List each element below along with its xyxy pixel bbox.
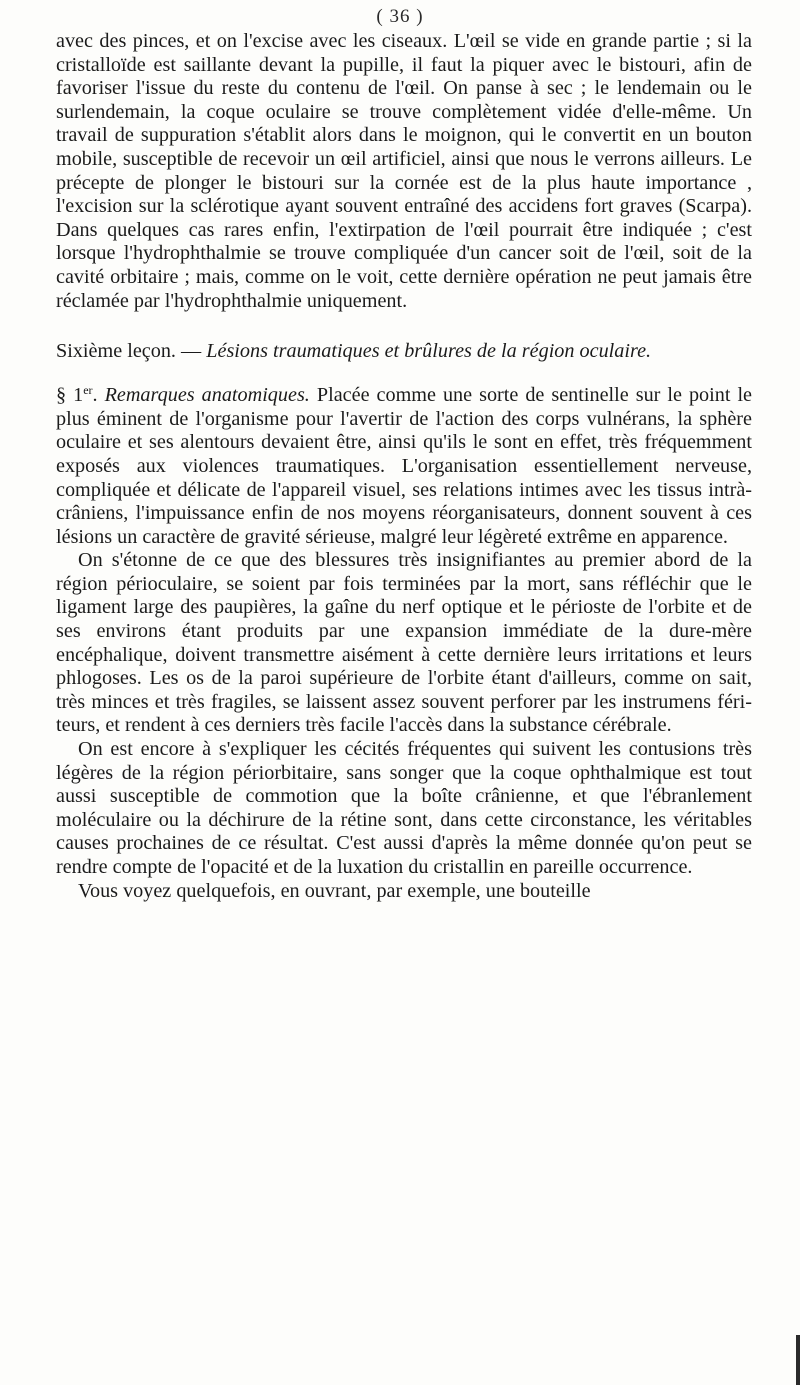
section-paragraph: § 1er. Remarques anatomiques. Placée comme une sorte de sentinelle sur le point le plus éminent de l'organisme pour l'avertir de l'action des corps vulnérans, la sphère oculaire et ses alentours devaient être, ainsi qu'ils le sont en effet, très fréquemment exposés aux violences traumatiques. L'organisation essentiellement nerveuse, compliquée et délicate de l'appareil visuel, ses relations intimes avec les tissus intrà-crâniens, l'impuissance enfin de nos moyens réorganisateurs, donnent souvent à ces lésions un caractère de gravité sérieuse, malgré leur légèreté extrême en apparence. (56, 383, 753, 548)
lesson-title: Lésions traumatiques et brûlures de la région oculaire. (206, 340, 652, 363)
section-body: Placée comme une sorte de sentinelle sur le point le plus éminent de l'organisme pour l'avertir de l'action des corps vulnérans, la sphère oculaire et ses alentours devaient être, ainsi qu'ils le sont en effet, très fréquemment exposés aux violences traumatiques. L'organisation essentiellement nerveuse, compliquée et délicate de l'appareil visuel, ses relations intimes avec les tissus intrà-crâniens, l'impuissance enfin de nos moyens réorganisateurs, donnent souvent à ces lésions un caractère de gravité sérieuse, malgré leur légèreté extrême en apparence. (56, 384, 753, 548)
body-text (56, 30, 752, 903)
lesson-heading (56, 339, 752, 363)
section-title: Remarques anatomiques. (104, 384, 310, 407)
paragraph-cecites: On est encore à s'expliquer les cécités fréquentes qui suivent les contusions très légères de la région périorbitaire, sans songer que la coque ophthalmique est tout aussi susceptible de commotion que la boîte crânienne, et que l'ébranlement moléculaire ou la déchirure de la rétine sont, dans cette circonstance, les véritables causes prochaines de ce résultat. C'est aussi d'après la même donnée qu'on peut se rendre compte de l'opacité et de la luxation du cristallin en pareille occurrence. (56, 738, 752, 878)
section-mark-sup: er (83, 383, 93, 398)
paragraph-bouteille: Vous voyez quelquefois, en ouvrant, par exemple, une bouteille (78, 879, 591, 902)
lesson-label: Sixième leçon. (56, 340, 176, 363)
page-edge-mark (796, 1335, 800, 1385)
opening-paragraph: avec des pinces, et on l'excise avec les ciseaux. L'œil se vide en grande partie ; si la cristalloïde est saillante devant la pupille, il faut la piquer avec le bistouri, afin de favoriser l'issue du reste du contenu de l'œil. On panse à sec ; le lendemain ou le surlendemain, la coque oculaire se trouve complètement vidée d'elle-même. Un travail de suppuration s'établit alors dans le moignon, qui le convertit en un bouton mobile, susceptible de recevoir un œil artificiel, ainsi que nous le verrons ailleurs. Le précepte de plonger le bistouri sur la cornée est de la plus haute importance , l'excision sur la sclérotique ayant souvent entraîné des accidens fort graves (Scarpa). Dans quelques cas rares enfin, l'extirpation de l'œil pourrait être indiquée ; c'est lorsque l'hydrophthalmie se trouve compliquée d'un cancer soit de l'œil, soit de la cavité orbitaire ; mais, comme on le voit, cette dernière opération ne peut jamais être réclamée par l'hydrophthalmie uniquement. (56, 30, 752, 312)
paragraph-blessures: On s'étonne de ce que des blessures très insignifiantes au premier abord de la région périoculaire, se soient par fois terminées par la mort, sans réfléchir que le ligament large des paupières, la gaîne du nerf optique et le périoste de l'orbite et de ses environs étant produits par une expansion immédiate de la dure-mère encéphalique, doivent transmettre aisément à cette dernière leurs irritations et leurs phlogoses. Les os de la paroi supérieure de l'orbite étant d'ailleurs, comme on sait, très minces et très fragiles, se laissent assez souvent perforer par les instrumens fériteurs, et rendent à ces derniers très facile l'accès dans la substance cérébrale. (56, 549, 752, 737)
page-number: ( 36 ) (376, 6, 424, 27)
section-mark: § 1 (56, 384, 84, 407)
lesson-dash: — (181, 340, 202, 363)
